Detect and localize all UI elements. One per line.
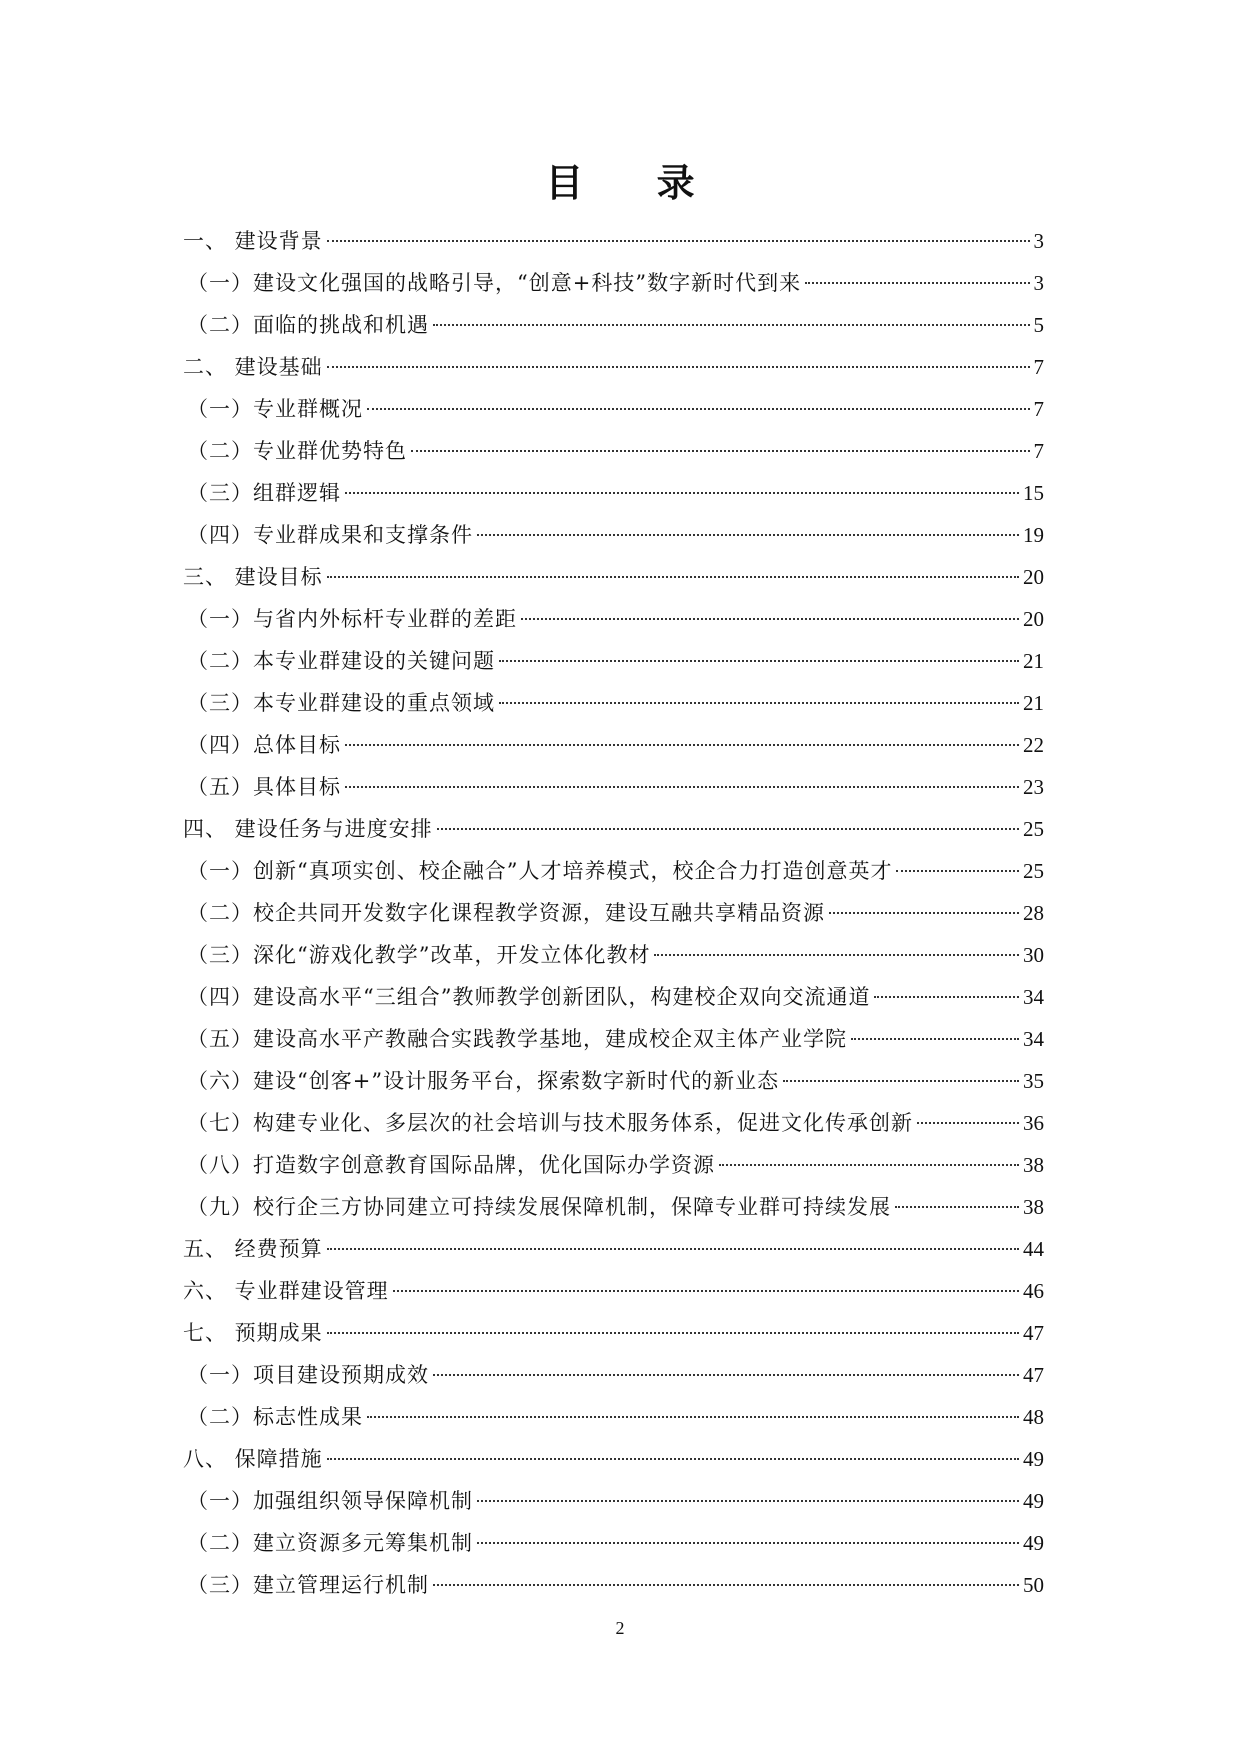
toc-entry-page: 38	[1023, 1195, 1044, 1219]
toc-entry-label: （五）建设高水平产教融合实践教学基地，建成校企双主体产业学院	[187, 1027, 847, 1051]
toc-entry-page: 7	[1033, 397, 1044, 421]
toc-entry-page: 7	[1033, 355, 1044, 379]
toc-section-entry[interactable]	[183, 1060, 1044, 1102]
toc-entry-page: 46	[1023, 1279, 1044, 1303]
toc-dot-leader	[345, 492, 1019, 494]
toc-entry-page: 23	[1023, 775, 1044, 799]
toc-entry-page: 19	[1023, 523, 1044, 547]
toc-entry-label: 一、 建设背景	[183, 229, 323, 253]
toc-entry-page: 25	[1023, 859, 1044, 883]
toc-section-entry[interactable]	[183, 682, 1044, 724]
toc-dot-leader	[327, 240, 1030, 242]
toc-section-entry[interactable]	[183, 1354, 1044, 1396]
toc-entry-label: 五、 经费预算	[183, 1237, 323, 1261]
toc-dot-leader	[367, 1416, 1019, 1418]
toc-entry-label: 四、 建设任务与进度安排	[183, 817, 433, 841]
page-title: 目 录	[545, 161, 725, 205]
toc-entry-page: 34	[1023, 985, 1044, 1009]
toc-entry-label: （三）深化“游戏化教学”改革，开发立体化教材	[187, 943, 651, 967]
toc-entry-label: 六、 专业群建设管理	[183, 1279, 389, 1303]
toc-chapter-entry[interactable]	[183, 1228, 1044, 1270]
toc-chapter-entry[interactable]	[183, 556, 1044, 598]
toc-section-entry[interactable]	[183, 430, 1044, 472]
toc-section-entry[interactable]	[183, 640, 1044, 682]
toc-entry-page: 3	[1033, 271, 1044, 295]
toc-dot-leader	[654, 954, 1019, 956]
toc-entry-page: 3	[1033, 229, 1044, 253]
toc-section-entry[interactable]	[183, 598, 1044, 640]
toc-section-entry[interactable]	[183, 976, 1044, 1018]
toc-entry-label: （二）面临的挑战和机遇	[187, 313, 429, 337]
toc-entry-page: 44	[1023, 1237, 1044, 1261]
toc-entry-label: （六）建设“创客+”设计服务平台，探索数字新时代的新业态	[187, 1069, 780, 1093]
toc-section-entry[interactable]	[183, 934, 1044, 976]
toc-entry-label: （一）与省内外标杆专业群的差距	[187, 607, 517, 631]
toc-section-entry[interactable]	[183, 1522, 1044, 1564]
toc-entry-page: 28	[1023, 901, 1044, 925]
toc-entry-label: （七）构建专业化、多层次的社会培训与技术服务体系，促进文化传承创新	[187, 1111, 913, 1135]
toc-section-entry[interactable]	[183, 262, 1044, 304]
toc-dot-leader	[477, 1542, 1019, 1544]
toc-section-entry[interactable]	[183, 304, 1044, 346]
toc-section-entry[interactable]	[183, 892, 1044, 934]
toc-dot-leader	[345, 744, 1019, 746]
toc-dot-leader	[805, 282, 1029, 284]
toc-dot-leader	[521, 618, 1019, 620]
toc-section-entry[interactable]	[183, 1480, 1044, 1522]
toc-section-entry[interactable]	[183, 1186, 1044, 1228]
toc-entry-label: （一）建设文化强国的战略引导，“创意+科技”数字新时代到来	[187, 271, 802, 295]
toc-entry-label: 二、 建设基础	[183, 355, 323, 379]
toc-entry-page: 47	[1023, 1321, 1044, 1345]
toc-section-entry[interactable]	[183, 724, 1044, 766]
toc-entry-page: 47	[1023, 1363, 1044, 1387]
toc-entry-page: 22	[1023, 733, 1044, 757]
toc-dot-leader	[345, 786, 1019, 788]
toc-dot-leader	[896, 870, 1019, 872]
toc-section-entry[interactable]	[183, 850, 1044, 892]
toc-dot-leader	[874, 996, 1019, 998]
toc-dot-leader	[851, 1038, 1019, 1040]
toc-entry-page: 49	[1023, 1447, 1044, 1471]
table-of-contents	[183, 220, 1044, 1606]
toc-entry-label: （一）专业群概况	[187, 397, 363, 421]
toc-entry-label: （一）创新“真项实创、校企融合”人才培养模式，校企合力打造创意英才	[187, 859, 893, 883]
toc-dot-leader	[411, 450, 1030, 452]
toc-entry-label: （一）加强组织领导保障机制	[187, 1489, 473, 1513]
toc-entry-page: 15	[1023, 481, 1044, 505]
toc-dot-leader	[327, 1458, 1019, 1460]
toc-entry-label: 三、 建设目标	[183, 565, 323, 589]
toc-entry-page: 49	[1023, 1531, 1044, 1555]
toc-entry-page: 38	[1023, 1153, 1044, 1177]
toc-entry-label: （二）专业群优势特色	[187, 439, 407, 463]
toc-dot-leader	[327, 1332, 1019, 1334]
toc-dot-leader	[499, 702, 1019, 704]
toc-entry-page: 25	[1023, 817, 1044, 841]
toc-entry-label: （四）总体目标	[187, 733, 341, 757]
toc-entry-page: 34	[1023, 1027, 1044, 1051]
toc-entry-page: 7	[1033, 439, 1044, 463]
toc-section-entry[interactable]	[183, 388, 1044, 430]
toc-entry-label: （二）本专业群建设的关键问题	[187, 649, 495, 673]
toc-section-entry[interactable]	[183, 472, 1044, 514]
toc-entry-label: （二）建立资源多元筹集机制	[187, 1531, 473, 1555]
toc-entry-page: 49	[1023, 1489, 1044, 1513]
toc-entry-label: （三）本专业群建设的重点领域	[187, 691, 495, 715]
toc-dot-leader	[327, 576, 1019, 578]
toc-section-entry[interactable]	[183, 1564, 1044, 1606]
toc-entry-label: （三）组群逻辑	[187, 481, 341, 505]
toc-dot-leader	[829, 912, 1019, 914]
toc-dot-leader	[433, 1584, 1019, 1586]
toc-dot-leader	[327, 1248, 1019, 1250]
toc-entry-label: 八、 保障措施	[183, 1447, 323, 1471]
toc-dot-leader	[895, 1206, 1019, 1208]
toc-chapter-entry[interactable]	[183, 1270, 1044, 1312]
toc-chapter-entry[interactable]	[183, 808, 1044, 850]
toc-entry-label: （一）项目建设预期成效	[187, 1363, 429, 1387]
toc-entry-label: （五）具体目标	[187, 775, 341, 799]
toc-section-entry[interactable]	[183, 1102, 1044, 1144]
toc-dot-leader	[477, 534, 1019, 536]
toc-entry-page: 20	[1023, 565, 1044, 589]
toc-dot-leader	[783, 1080, 1019, 1082]
toc-chapter-entry[interactable]	[183, 346, 1044, 388]
toc-entry-label: （二）标志性成果	[187, 1405, 363, 1429]
toc-entry-page: 21	[1023, 649, 1044, 673]
toc-dot-leader	[477, 1500, 1019, 1502]
toc-dot-leader	[433, 1374, 1019, 1376]
toc-entry-label: （四）专业群成果和支撑条件	[187, 523, 473, 547]
toc-entry-label: （九）校行企三方协同建立可持续发展保障机制，保障专业群可持续发展	[187, 1195, 891, 1219]
toc-section-entry[interactable]	[183, 514, 1044, 556]
toc-entry-page: 50	[1023, 1573, 1044, 1597]
toc-entry-page: 5	[1033, 313, 1044, 337]
toc-entry-page: 20	[1023, 607, 1044, 631]
toc-dot-leader	[367, 408, 1030, 410]
toc-dot-leader	[327, 366, 1030, 368]
toc-entry-page: 36	[1023, 1111, 1044, 1135]
toc-chapter-entry[interactable]	[183, 1312, 1044, 1354]
toc-dot-leader	[437, 828, 1019, 830]
toc-chapter-entry[interactable]	[183, 220, 1044, 262]
toc-dot-leader	[433, 324, 1030, 326]
toc-section-entry[interactable]	[183, 1144, 1044, 1186]
toc-entry-page: 35	[1023, 1069, 1044, 1093]
toc-section-entry[interactable]	[183, 766, 1044, 808]
toc-entry-page: 48	[1023, 1405, 1044, 1429]
toc-chapter-entry[interactable]	[183, 1438, 1044, 1480]
toc-dot-leader	[917, 1122, 1019, 1124]
toc-section-entry[interactable]	[183, 1018, 1044, 1060]
toc-section-entry[interactable]	[183, 1396, 1044, 1438]
toc-entry-label: （三）建立管理运行机制	[187, 1573, 429, 1597]
page-number: 2	[615, 1618, 625, 1638]
toc-entry-page: 21	[1023, 691, 1044, 715]
toc-entry-label: 七、 预期成果	[183, 1321, 323, 1345]
toc-dot-leader	[499, 660, 1019, 662]
toc-entry-label: （八）打造数字创意教育国际品牌，优化国际办学资源	[187, 1153, 715, 1177]
toc-dot-leader	[393, 1290, 1019, 1292]
toc-entry-label: （二）校企共同开发数字化课程教学资源，建设互融共享精品资源	[187, 901, 825, 925]
toc-entry-label: （四）建设高水平“三组合”教师教学创新团队，构建校企双向交流通道	[187, 985, 871, 1009]
toc-entry-page: 30	[1023, 943, 1044, 967]
toc-dot-leader	[719, 1164, 1019, 1166]
